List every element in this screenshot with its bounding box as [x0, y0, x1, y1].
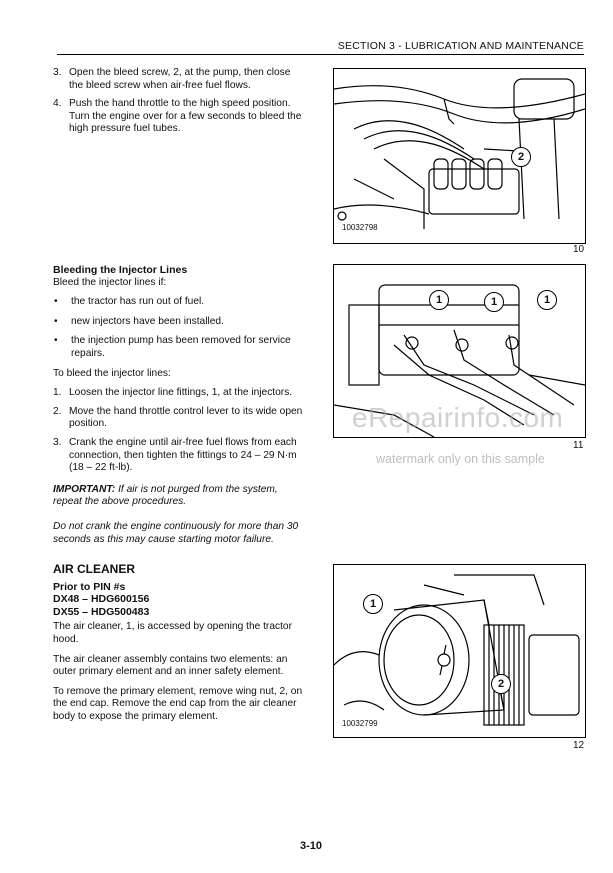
- figure-11-callout-1c: 1: [537, 290, 557, 310]
- injector-step-3: 3. Crank the engine until air-free fuel flows from each connection, then tighten the fittings to 24 – 29 N·m (18 – 22 ft-lb).: [53, 436, 297, 474]
- figure-12-number: 12: [573, 740, 585, 751]
- bullet-item: • new injectors have been installed.: [54, 315, 224, 327]
- air-cleaner-para-3: To remove the primary element, remove wing nut, 2, on the end cap. Remove the end cap from the air cleaner body to expose the primary element.: [53, 685, 303, 722]
- air-cleaner-para-1: The air cleaner, 1, is accessed by opening the tractor hood.: [53, 621, 292, 645]
- dx55-pin: DX55 – HDG500483: [53, 605, 150, 618]
- watermark-site: eRepairinfo.com: [352, 402, 564, 433]
- air-cleaner-illustration: [334, 565, 585, 737]
- step-3: 3. Open the bleed screw, 2, at the pump, then close the bleed screw when air-free fuel flows.: [53, 67, 291, 91]
- section-header: SECTION 3 - LUBRICATION AND MAINTENANCE: [337, 40, 584, 52]
- top-steps: [53, 67, 303, 142]
- step-4: 4. Push the hand throttle to the high speed position. Turn the engine over for a few seconds to bleed the high pressure fuel tubes.: [53, 98, 302, 135]
- injector-intro: Bleed the injector lines if:: [53, 276, 167, 288]
- figure-10-callout-2: 2: [511, 147, 531, 167]
- figure-12-callout-1: 1: [363, 594, 383, 614]
- figure-12-code: 10032799: [342, 719, 378, 728]
- figure-11-callout-1a: 1: [429, 290, 449, 310]
- injector-step-1: 1. Loosen the injector line fittings, 1, at the injectors.: [53, 387, 293, 399]
- caution-note: Do not crank the engine continuously for more than 30 seconds as this may cause starting motor failure.: [53, 520, 299, 545]
- header-rule: [57, 54, 584, 55]
- air-cleaner-section: [53, 563, 303, 731]
- figure-10-fuel-pump: [333, 68, 586, 244]
- figure-11-callout-1b: 1: [484, 292, 504, 312]
- figure-11-number: 11: [573, 440, 584, 451]
- pin-heading: Prior to PIN #s: [53, 580, 126, 593]
- watermark-note: watermark only on this sample: [376, 452, 545, 466]
- air-cleaner-heading: AIR CLEANER: [53, 562, 136, 576]
- bullet-item: • the injection pump has been removed for service repairs.: [54, 335, 291, 359]
- figure-10-code: 10032798: [342, 223, 378, 232]
- dx48-pin: DX48 – HDG600156: [53, 593, 150, 606]
- page-number: 3-10: [300, 840, 323, 852]
- fuel-pump-illustration: [334, 69, 585, 243]
- injector-step-2: 2. Move the hand throttle control lever to its wide open position.: [53, 405, 303, 430]
- figure-10-number: 10: [573, 244, 585, 255]
- figure-12-air-cleaner: [333, 564, 586, 738]
- injector-lead: To bleed the injector lines:: [53, 367, 171, 379]
- injector-section: [53, 264, 303, 553]
- injector-heading: Bleeding the Injector Lines: [53, 264, 188, 276]
- important-note: IMPORTANT: If air is not purged from the system, repeat the above procedures.: [53, 483, 278, 508]
- figure-12-callout-2: 2: [491, 674, 511, 694]
- bullet-item: • the tractor has run out of fuel.: [54, 296, 205, 308]
- air-cleaner-para-2: The air cleaner assembly contains two elements: an outer primary element and an inner safety element.: [53, 653, 288, 678]
